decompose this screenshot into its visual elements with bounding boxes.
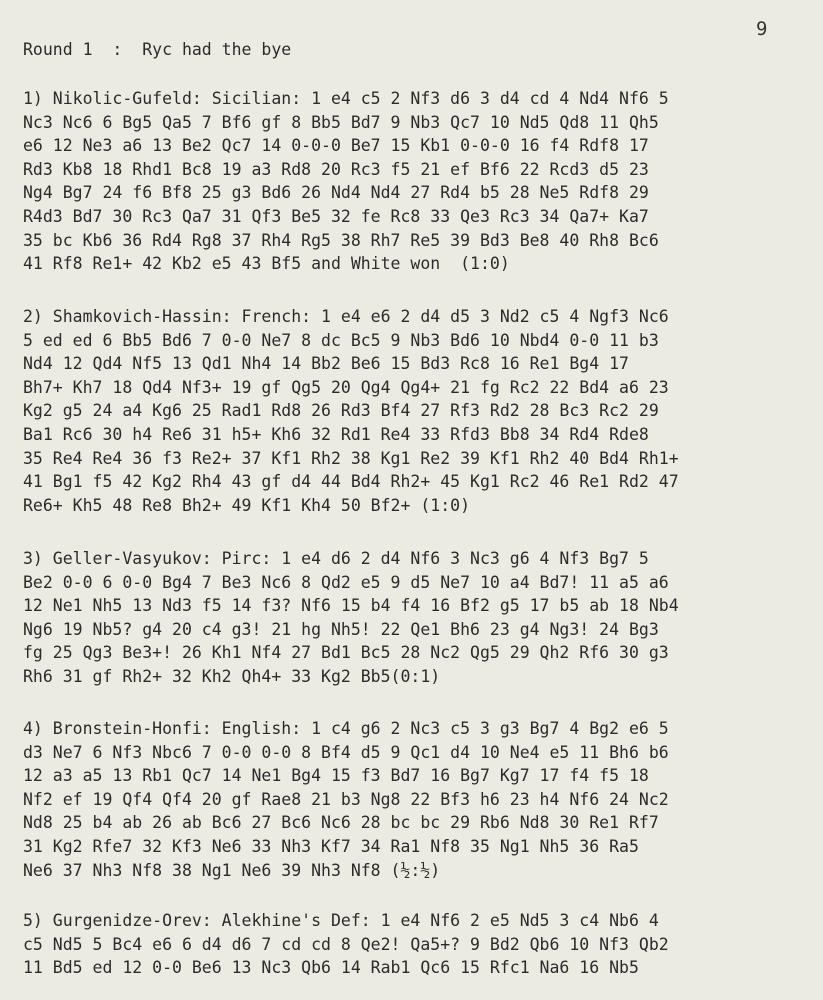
game-line: c5 Nd5 5 Bc4 e6 6 d4 d6 7 cd cd 8 Qe2! Qa5+? 9 Bd2 Qb6 10 Nf3 Qb2 <box>23 934 669 954</box>
game-1 <box>23 87 669 276</box>
game-line: 1) Nikolic-Gufeld: Sicilian: 1 e4 c5 2 Nf3 d6 3 d4 cd 4 Nd4 Nf6 5 <box>23 89 669 108</box>
game-line: Be2 0-0 6 0-0 Bg4 7 Be3 Nc6 8 Qd2 e5 9 d5 Ne7 10 a4 Bd7! 11 a5 a6 <box>23 572 669 592</box>
game-line: Ba1 Rc6 30 h4 Re6 31 h5+ Kh6 32 Rd1 Re4 33 Rfd3 Bb8 34 Rd4 Rde8 <box>23 424 649 444</box>
game-line: Ng6 19 Nb5? g4 20 c4 g3! 21 hg Nh5! 22 Qe1 Bh6 23 g4 Ng3! 24 Bg3 <box>23 619 659 639</box>
game-line: d3 Ne7 6 Nf3 Nbc6 7 0-0 0-0 8 Bf4 d5 9 Qc1 d4 10 Ne4 e5 11 Bh6 b6 <box>23 742 669 762</box>
game-line: Bh7+ Kh7 18 Qd4 Nf3+ 19 gf Qg5 20 Qg4 Qg4+ 21 fg Rc2 22 Bd4 a6 23 <box>23 377 669 397</box>
game-line: 4) Bronstein-Honfi: English: 1 c4 g6 2 Nc3 c5 3 g3 Bg7 4 Bg2 e6 5 <box>23 719 669 738</box>
game-line: Nd4 12 Qd4 Nf5 13 Qd1 Nh4 14 Bb2 Be6 15 Bd3 Rc8 16 Re1 Bg4 17 <box>23 354 629 374</box>
game-line: 12 Ne1 Nh5 13 Nd3 f5 14 f3? Nf6 15 b4 f4 16 Bf2 g5 17 b5 ab 18 Nb4 <box>23 596 679 616</box>
game-line: 35 Re4 Re4 36 f3 Re2+ 37 Kf1 Rh2 38 Kg1 Re2 39 Kf1 Rh2 40 Bd4 Rh1+ <box>23 448 679 468</box>
game-line: 41 Rf8 Re1+ 42 Kb2 e5 43 Bf5 and White won (1:0) <box>23 254 510 274</box>
game-line: Rh6 31 gf Rh2+ 32 Kh2 Qh4+ 33 Kg2 Bb5(0:1) <box>23 666 441 686</box>
game-line: Kg2 g5 24 a4 Kg6 25 Rad1 Rd8 26 Rd3 Bf4 27 Rf3 Rd2 28 Bc3 Rc2 29 <box>23 401 659 421</box>
game-line: 35 bc Kb6 36 Rd4 Rg8 37 Rh4 Rg5 38 Rh7 Re5 39 Bd3 Be8 40 Rh8 Bc6 <box>23 230 659 250</box>
game-line: e6 12 Ne3 a6 13 Be2 Qc7 14 0-0-0 Be7 15 Kb1 0-0-0 16 f4 Rdf8 17 <box>23 136 649 156</box>
game-line: Nc3 Nc6 6 Bg5 Qa5 7 Bf6 gf 8 Bb5 Bd7 9 Nb3 Qc7 10 Nd5 Qd8 11 Qh5 <box>23 112 659 132</box>
game-line: Re6+ Kh5 48 Re8 Bh2+ 49 Kf1 Kh4 50 Bf2+ (1:0) <box>23 495 471 515</box>
game-line: Nd8 25 b4 ab 26 ab Bc6 27 Bc6 Nc6 28 bc bc 29 Rb6 Nd8 30 Re1 Rf7 <box>23 813 659 833</box>
game-line: 2) Shamkovich-Hassin: French: 1 e4 e6 2 d4 d5 3 Nd2 c5 4 Ngf3 Nc6 <box>23 307 669 326</box>
game-line: 11 Bd5 ed 12 0-0 Be6 13 Nc3 Qb6 14 Rab1 Qc6 15 Rfc1 Na6 16 Nb5 <box>23 958 639 978</box>
game-line: 41 Bg1 f5 42 Kg2 Rh4 43 gf d4 44 Bd4 Rh2+ 45 Kg1 Rc2 46 Re1 Rd2 47 <box>23 472 679 492</box>
page-number: 9 <box>756 18 768 40</box>
game-5 <box>23 909 669 980</box>
game-line: 5 ed ed 6 Bb5 Bd6 7 0-0 Ne7 8 dc Bc5 9 Nb3 Bd6 10 Nbd4 0-0 11 b3 <box>23 330 659 350</box>
game-line: 5) Gurgenidze-Orev: Alekhine's Def: 1 e4 Nf6 2 e5 Nd5 3 c4 Nb6 4 <box>23 911 659 930</box>
game-line: Rd3 Kb8 18 Rhd1 Bc8 19 a3 Rd8 20 Rc3 f5 21 ef Bf6 22 Rcd3 d5 23 <box>23 159 649 179</box>
game-4 <box>23 717 669 882</box>
game-line: 12 a3 a5 13 Rb1 Qc7 14 Ne1 Bg4 15 f3 Bd7 16 Bg7 Kg7 17 f4 f5 18 <box>23 766 649 786</box>
game-3 <box>23 547 679 689</box>
game-line: fg 25 Qg3 Be3+! 26 Kh1 Nf4 27 Bd1 Bc5 28 Nc2 Qg5 29 Qh2 Rf6 30 g3 <box>23 643 669 663</box>
game-2 <box>23 305 679 517</box>
game-line: 3) Geller-Vasyukov: Pirc: 1 e4 d6 2 d4 Nf6 3 Nc3 g6 4 Nf3 Bg7 5 <box>23 549 649 568</box>
game-line: 31 Kg2 Rfe7 32 Kf3 Ne6 33 Nh3 Kf7 34 Ra1 Nf8 35 Ng1 Nh5 36 Ra5 <box>23 836 639 856</box>
game-line: Ne6 37 Nh3 Nf8 38 Ng1 Ne6 39 Nh3 Nf8 (½:½) <box>23 860 441 880</box>
game-line: Ng4 Bg7 24 f6 Bf8 25 g3 Bd6 26 Nd4 Nd4 27 Rd4 b5 28 Ne5 Rdf8 29 <box>23 183 649 203</box>
game-line: Nf2 ef 19 Qf4 Qf4 20 gf Rae8 21 b3 Ng8 22 Bf3 h6 23 h4 Nf6 24 Nc2 <box>23 789 669 809</box>
game-line: R4d3 Bd7 30 Rc3 Qa7 31 Qf3 Be5 32 fe Rc8 33 Qe3 Rc3 34 Qa7+ Ka7 <box>23 206 649 226</box>
round-heading: Round 1 : Ryc had the bye <box>23 40 292 59</box>
